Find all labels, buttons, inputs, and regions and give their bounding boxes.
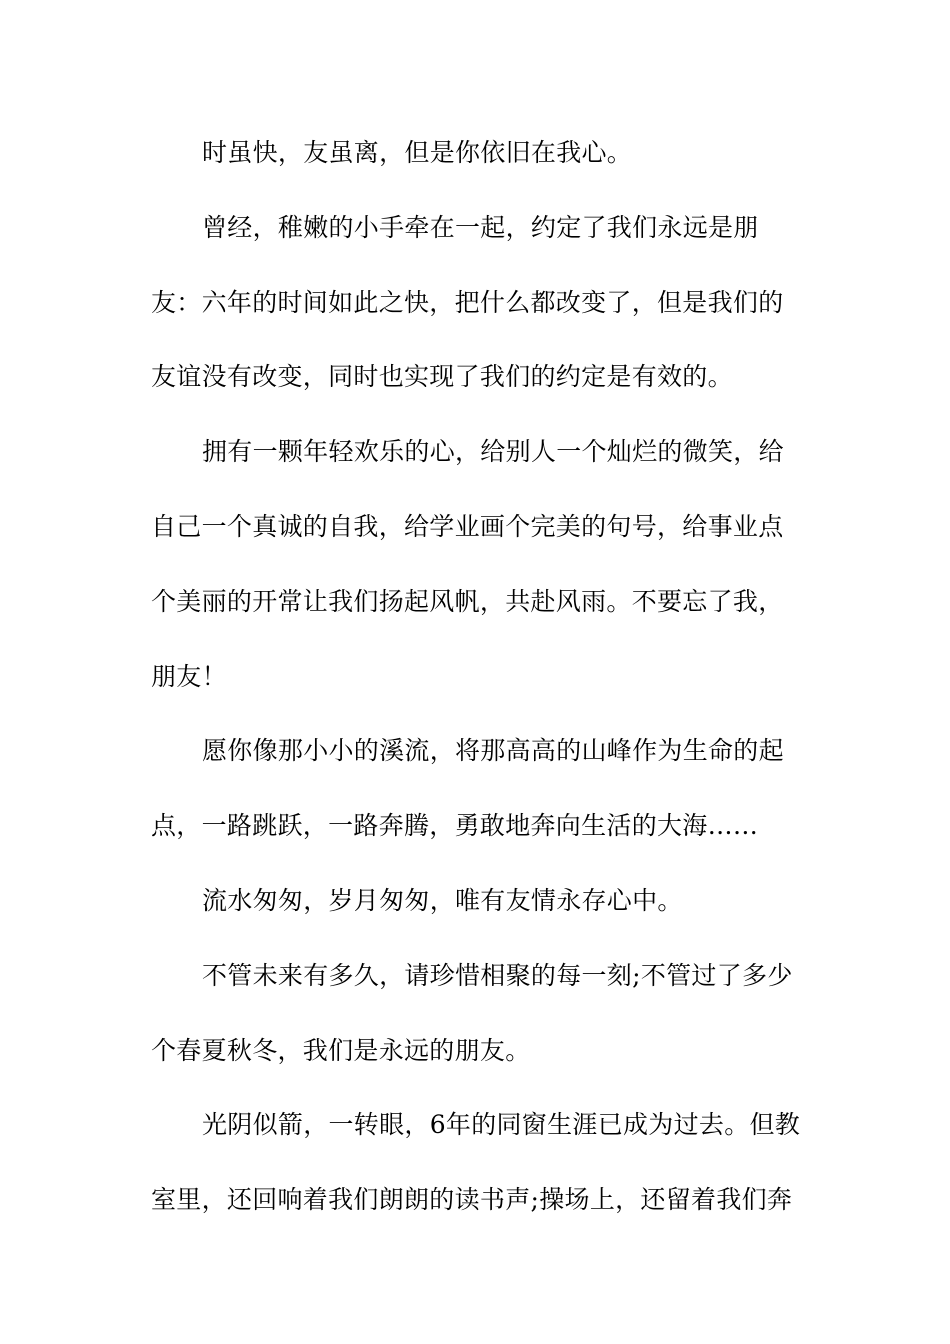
paragraph-2-line-1: 曾经，稚嫩的小手牵在一起，约定了我们永远是朋 <box>202 212 759 242</box>
paragraph-3-line-1: 拥有一颗年轻欢乐的心，给别人一个灿烂的微笑，给 <box>202 437 784 467</box>
paragraph-4-line-2: 点，一路跳跃，一路奔腾，勇敢地奔向生活的大海…… <box>151 811 759 841</box>
paragraph-2-line-2: 友：六年的时间如此之快，把什么都改变了，但是我们的 <box>151 287 784 317</box>
document-body <box>151 131 811 1253</box>
paragraph-5-line-1: 流水匆匆，岁月匆匆，唯有友情永存心中。 <box>202 885 683 915</box>
paragraph-6-line-2: 个春夏秋冬，我们是永远的朋友。 <box>151 1035 531 1065</box>
paragraph-4-line-1: 愿你像那小小的溪流，将那高高的山峰作为生命的起 <box>202 736 784 766</box>
paragraph-3-line-2: 自己一个真诚的自我，给学业画个完美的句号，给事业点 <box>151 511 784 541</box>
paragraph-6-line-1: 不管未来有多久，请珍惜相聚的每一刻;不管过了多少 <box>202 960 793 990</box>
paragraph-1-line-1: 时虽快，友虽离，但是你依旧在我心。 <box>202 138 633 167</box>
paragraph-7-line-2: 室里，还回响着我们朗朗的读书声;操场上，还留着我们奔 <box>151 1185 793 1215</box>
paragraph-3-line-3: 个美丽的开常让我们扬起风帆，共赴风雨。不要忘了我， <box>151 586 784 616</box>
paragraph-7-line-1: 光阴似箭，一转眼，6年的同窗生涯已成为过去。但教 <box>202 1110 801 1140</box>
paragraph-2-line-3: 友谊没有改变，同时也实现了我们的约定是有效的。 <box>151 362 733 392</box>
paragraph-3-line-4: 朋友！ <box>151 661 227 691</box>
